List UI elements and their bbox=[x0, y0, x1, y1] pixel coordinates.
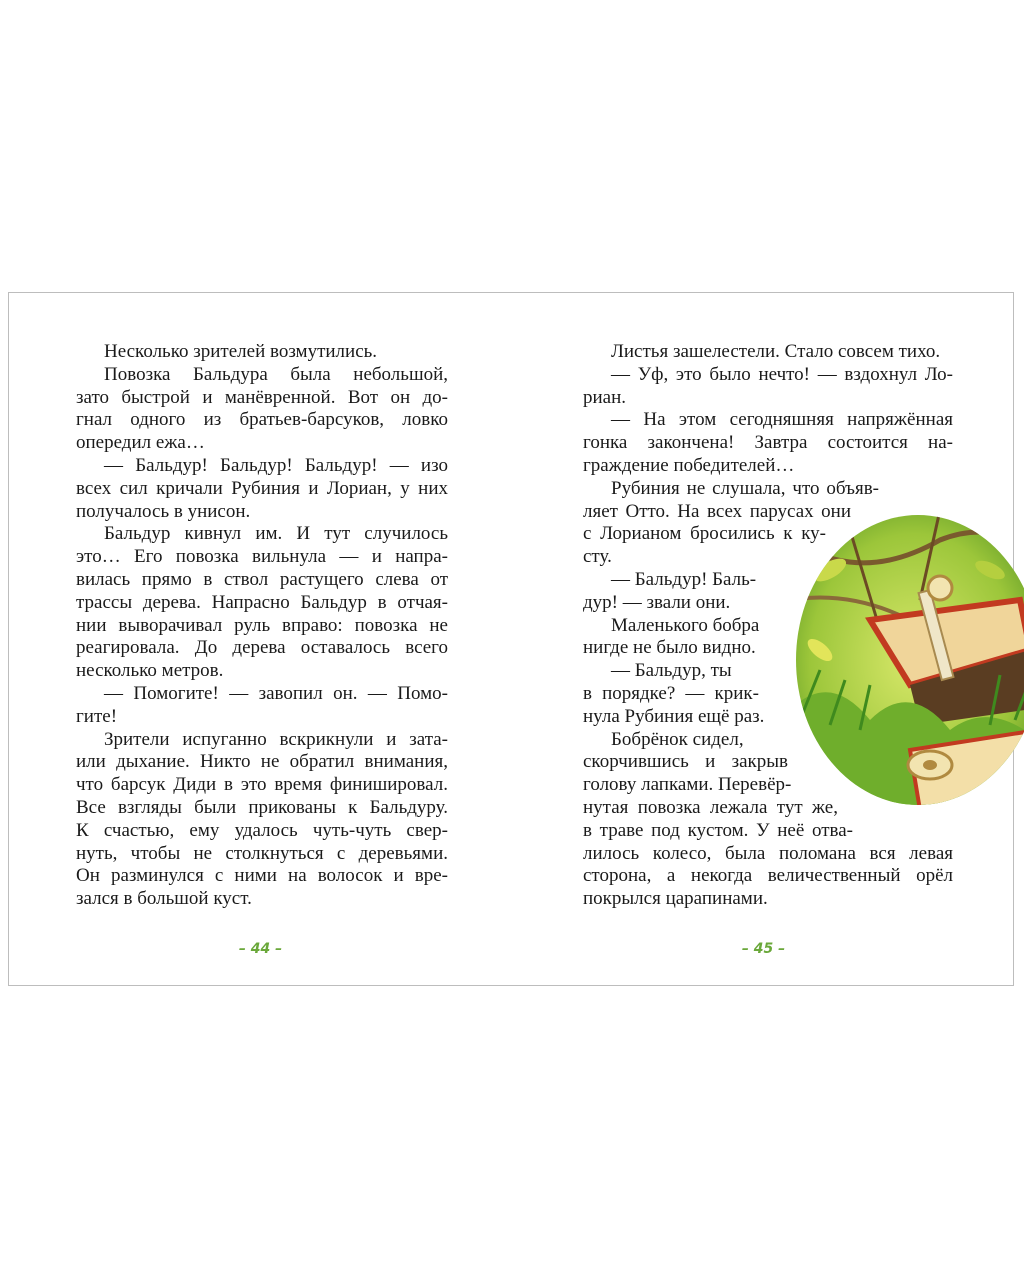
text-line: получалось в унисон. bbox=[76, 500, 251, 522]
right-page-number: – 45 – bbox=[741, 941, 786, 957]
text-line: трассы дерева. Напрасно Бальдур в отчая- bbox=[76, 591, 448, 613]
text-line: сту. bbox=[583, 546, 612, 568]
text-line: зался в большой куст. bbox=[76, 888, 252, 910]
text-line: нуть, чтобы не столкнуться с деревьями. bbox=[76, 842, 448, 864]
text-line: Зрители испуганно вскрикнули и зата- bbox=[104, 728, 448, 750]
text-line: в порядке? — крик- bbox=[583, 682, 759, 704]
text-line: гнал одного из братьев-барсуков, ловко bbox=[76, 409, 448, 431]
text-line: Рубиния не слушала, что объяв- bbox=[611, 477, 879, 499]
text-line: реагировала. До дерева оставалось всего bbox=[76, 637, 448, 659]
overturned-cart-in-bush-illustration bbox=[790, 510, 1024, 810]
text-line: лилось колесо, была поломана вся левая bbox=[583, 842, 953, 864]
text-line: что барсук Диди в это время финишировал. bbox=[76, 774, 448, 796]
text-line: вилась прямо в ствол растущего слева от bbox=[76, 568, 448, 590]
left-page-text bbox=[76, 341, 448, 911]
text-line: зато быстрой и манёвренной. Вот он до- bbox=[76, 386, 448, 408]
text-line: Несколько зрителей возмутились. bbox=[104, 341, 378, 362]
text-line: опередил ежа… bbox=[76, 432, 205, 454]
text-line: или дыхание. Никто не обратил внимания, bbox=[76, 751, 448, 773]
text-line: гонка закончена! Завтра состоится на- bbox=[583, 432, 953, 454]
text-line: нутая повозка лежала тут же, bbox=[583, 796, 838, 818]
left-page-number: – 44 – bbox=[238, 941, 283, 957]
text-line: покрылся царапинами. bbox=[583, 888, 768, 910]
text-line: Все взгляды были прикованы к Бальдуру. bbox=[76, 796, 448, 818]
text-line: — Бальдур, ты bbox=[611, 660, 732, 682]
text-line: сторона, а некогда величественный орёл bbox=[583, 865, 953, 887]
text-line: ляет Отто. На всех парусах они bbox=[583, 500, 851, 522]
text-line: гите! bbox=[76, 705, 118, 727]
text-line: нии выворачивал руль вправо: повозка не bbox=[76, 614, 448, 636]
text-line: дур! — звали они. bbox=[583, 591, 731, 613]
text-line: Бобрёнок сидел, bbox=[611, 728, 744, 750]
text-line: всех сил кричали Рубиния и Лориан, у них bbox=[76, 477, 448, 499]
text-line: Маленького бобра bbox=[611, 614, 760, 636]
text-line: нигде не было видно. bbox=[583, 637, 756, 659]
left-page bbox=[9, 293, 512, 985]
text-line: Листья зашелестели. Стало совсем тихо. bbox=[611, 341, 941, 362]
text-line: — Помогите! — завопил он. — Помо- bbox=[104, 682, 448, 704]
text-line: голову лапками. Перевёр- bbox=[583, 774, 792, 796]
text-line: К счастью, ему удалось чуть-чуть свер- bbox=[76, 819, 448, 841]
text-line: Бальдур кивнул им. И тут случилось bbox=[104, 523, 448, 545]
text-line: — На этом сегодняшняя напряжённая bbox=[611, 409, 953, 431]
text-line: нула Рубиния ещё раз. bbox=[583, 705, 765, 727]
text-line: скорчившись и закрыв bbox=[583, 751, 788, 773]
text-line: в траве под кустом. У неё отва- bbox=[583, 819, 853, 841]
text-line: граждение победителей… bbox=[583, 454, 795, 476]
text-line: — Бальдур! Бальдур! Бальдур! — изо bbox=[104, 454, 448, 476]
text-line: это… Его повозка вильнула — и напра- bbox=[76, 546, 448, 568]
text-line: — Уф, это было нечто! — вздохнул Ло- bbox=[611, 363, 953, 385]
text-line: риан. bbox=[583, 386, 627, 408]
text-line: с Лорианом бросились к ку- bbox=[583, 523, 826, 545]
text-line: Повозка Бальдура была небольшой, bbox=[104, 363, 448, 385]
text-line: несколько метров. bbox=[76, 660, 224, 682]
text-line: Он разминулся с ними на волосок и вре- bbox=[76, 865, 448, 887]
text-line: — Бальдур! Баль- bbox=[611, 568, 757, 590]
